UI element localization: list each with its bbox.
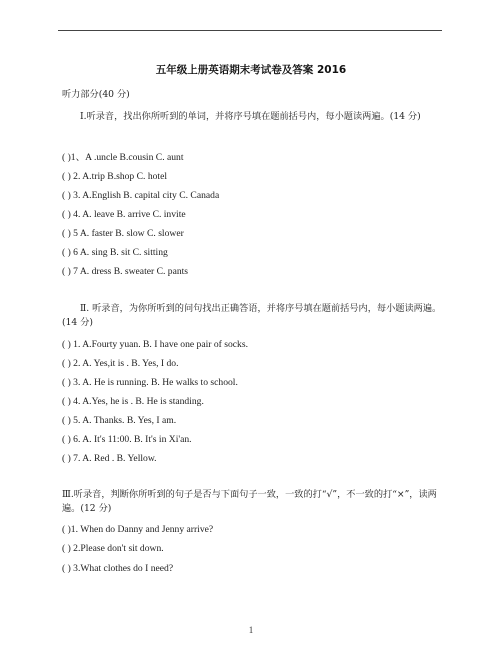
section1-item-4: ( ) 4. A. leave B. arrive C. invite (62, 209, 186, 220)
section3-instruction: Ⅲ.听录音，判断你所听到的句子是否与下面句子一致，一致的打“√”，不一致的打“×”，读两遍。(12 分) (62, 489, 437, 514)
section2-instruction (62, 302, 448, 330)
header-rule (58, 30, 442, 31)
listening-header: 听力部分(40 分) (62, 89, 130, 100)
section2-instruction-text: Ⅱ. 听录音，为你所听到的问句找出正确答语，并将序号填在题前括号内，每小题读两遍。(14 分) (62, 303, 442, 328)
section1-instruction-text: Ⅰ.听录音，找出你所听到的单词，并将序号填在题前括号内，每小题读两遍。(14 分) (80, 111, 421, 122)
section2-item-3: ( ) 3. A. He is running. B. He walks to school. (62, 377, 238, 388)
section2-item-4: ( ) 4. A.Yes, he is . B. He is standing. (62, 396, 204, 407)
section3-item-1: ( )1. When do Danny and Jenny arrive? (62, 524, 214, 535)
section2-item-2: ( ) 2. A. Yes,it is . B. Yes, I do. (62, 358, 179, 369)
section1-item-6: ( ) 6 A. sing B. sit C. sitting (62, 247, 168, 258)
section1-item-2: ( ) 2. A.trip B.shop C. hotel (62, 171, 167, 182)
section1-item-1: ( )1、A .uncle B.cousin C. aunt (62, 152, 184, 163)
section1-item-5: ( ) 5 A. faster B. slow C. slower (62, 228, 184, 239)
document-title: 五年级上册英语期末考试卷及答案 2016 (155, 64, 347, 76)
page-number: 1 (248, 625, 254, 635)
section2-item-5: ( ) 5. A. Thanks. B. Yes, I am. (62, 415, 177, 426)
section2-item-7: ( ) 7. A. Red . B. Yellow. (62, 453, 157, 464)
section1-instruction (62, 110, 448, 124)
section1-item-7: ( ) 7 A. dress B. sweater C. pants (62, 266, 189, 277)
section3-item-2: ( ) 2.Please don't sit down. (62, 543, 164, 554)
section3-item-3: ( ) 3.What clothes do I need? (62, 563, 174, 574)
section1-item-3: ( ) 3. A.English B. capital city C. Canada (62, 190, 220, 201)
section2-item-1: ( ) 1. A.Fourty yuan. B. I have one pair of socks. (62, 339, 248, 350)
section2-item-6: ( ) 6. A. It's 11:00. B. It's in Xi'an. (62, 434, 192, 445)
